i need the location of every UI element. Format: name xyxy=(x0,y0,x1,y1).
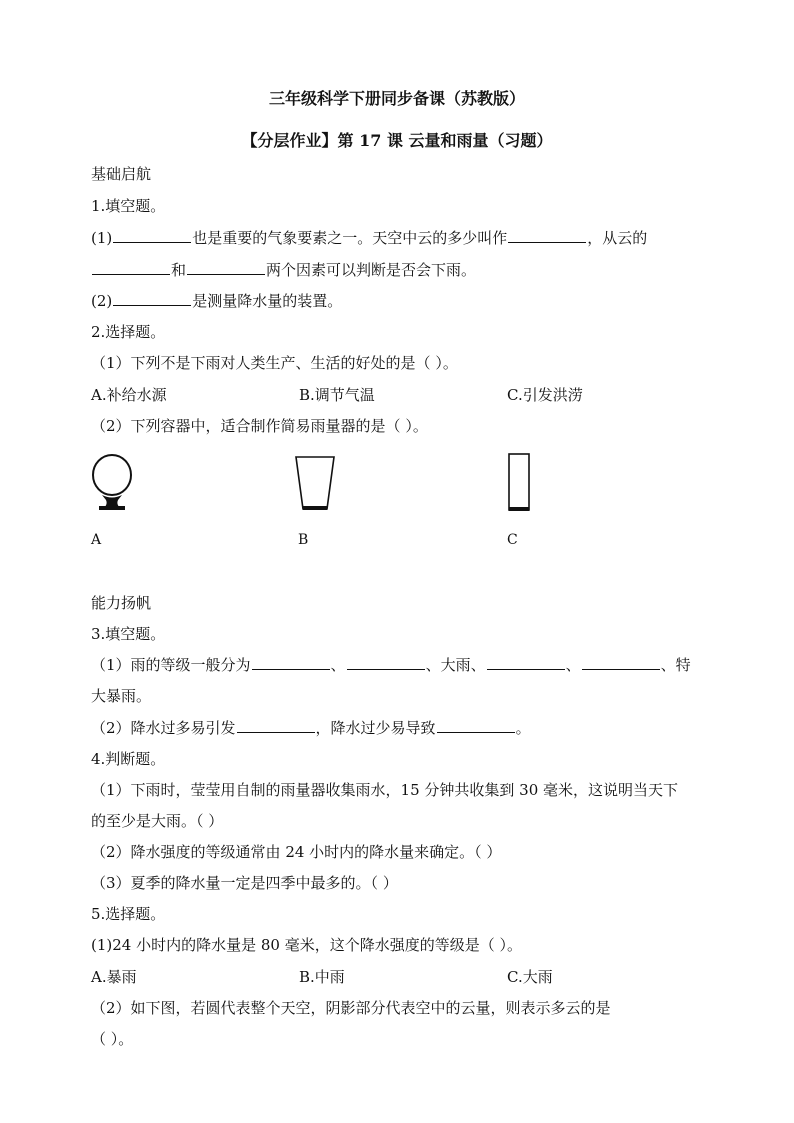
image-label-b: B xyxy=(298,532,309,548)
answer-blank[interactable] xyxy=(113,228,191,243)
q4-part3: （3）夏季的降水量一定是四季中最多的。（ ） xyxy=(91,874,398,892)
q2-part1: （1）下列不是下雨对人类生产、生活的好处的是（ ）。 xyxy=(91,354,458,372)
answer-blank[interactable] xyxy=(113,291,191,306)
q1-p1-and: 和 xyxy=(171,261,187,279)
separator: 、大雨、 xyxy=(425,656,486,674)
q1-p2-num: (2) xyxy=(91,292,113,310)
q4-heading: 4.判断题。 xyxy=(91,750,166,768)
goblet-image xyxy=(88,450,138,514)
q5-heading: 5.选择题。 xyxy=(91,905,166,923)
straight-cylinder-image xyxy=(504,452,534,514)
section-heading-ability: 能力扬帆 xyxy=(91,594,152,612)
separator: 、特 xyxy=(660,656,691,674)
q3-p2-text2: ，降水过少易导致 xyxy=(315,719,436,737)
separator: 、 xyxy=(565,656,581,674)
q1-p1-text: 也是重要的气象要素之一。天空中云的多少叫作 xyxy=(192,229,508,247)
answer-blank[interactable] xyxy=(92,260,170,275)
q5-part2-line1: （2）如下图，若圆代表整个天空，阴影部分代表空中的云量，则表示多云的是 xyxy=(91,999,611,1017)
image-label-c: C xyxy=(507,532,518,548)
q4-part1-line2: 的至少是大雨。（ ） xyxy=(91,812,224,830)
answer-blank[interactable] xyxy=(187,260,265,275)
q1-p1-text2: ，从云的 xyxy=(587,229,648,247)
q4-part1-line1: （1）下雨时，莹莹用自制的雨量器收集雨水，15 分钟共收集到 30 毫米，这说明当天下 xyxy=(91,781,679,799)
separator: 、 xyxy=(330,656,346,674)
q5-option-a[interactable]: A.暴雨 xyxy=(91,968,137,986)
answer-blank[interactable] xyxy=(582,655,660,670)
q2-part2: （2）下列容器中，适合制作简易雨量器的是（ ）。 xyxy=(91,417,428,435)
q3-part1-line1 xyxy=(91,655,691,675)
q3-heading: 3.填空题。 xyxy=(91,625,166,643)
tapered-cup-image xyxy=(294,455,338,513)
answer-blank[interactable] xyxy=(237,718,315,733)
answer-blank[interactable] xyxy=(252,655,330,670)
q1-part2 xyxy=(91,291,342,311)
q1-heading: 1.填空题。 xyxy=(91,197,166,215)
q3-p2-text: （2）降水过多易引发 xyxy=(91,719,236,737)
q2-option-c[interactable]: C.引发洪涝 xyxy=(507,386,583,404)
q5-option-c[interactable]: C.大雨 xyxy=(507,968,553,986)
q2-option-a[interactable]: A.补给水源 xyxy=(91,386,167,404)
page-title: 三年级科学下册同步备课（苏教版） xyxy=(268,89,525,108)
page-subtitle: 【分层作业】第 17 课 云量和雨量（习题） xyxy=(241,131,553,150)
q2-heading: 2.选择题。 xyxy=(91,323,166,341)
image-label-a: A xyxy=(91,532,102,548)
q1-p1-num: (1) xyxy=(91,229,113,247)
section-heading-basic: 基础启航 xyxy=(91,165,152,183)
q3-p2-end: 。 xyxy=(515,719,531,737)
q1-part1-line1 xyxy=(91,228,647,248)
q4-part2: （2）降水强度的等级通常由 24 小时内的降水量来确定。（ ） xyxy=(91,843,502,861)
q1-part1-line2 xyxy=(91,260,476,280)
q5-option-b[interactable]: B.中雨 xyxy=(299,968,345,986)
answer-blank[interactable] xyxy=(347,655,425,670)
q3-p1-text: （1）雨的等级一般分为 xyxy=(91,656,251,674)
q5-part2-line2: （ ）。 xyxy=(91,1030,134,1048)
answer-blank[interactable] xyxy=(487,655,565,670)
q5-part1: (1)24 小时内的降水量是 80 毫米，这个降水强度的等级是（ ）。 xyxy=(91,936,522,954)
q2-option-b[interactable]: B.调节气温 xyxy=(299,386,375,404)
q1-p1-end: 两个因素可以判断是否会下雨。 xyxy=(266,261,477,279)
q3-part1-line2: 大暴雨。 xyxy=(91,687,152,705)
q3-part2 xyxy=(91,718,531,738)
answer-blank[interactable] xyxy=(508,228,586,243)
q1-p2-text: 是测量降水量的装置。 xyxy=(192,292,343,310)
answer-blank[interactable] xyxy=(437,718,515,733)
